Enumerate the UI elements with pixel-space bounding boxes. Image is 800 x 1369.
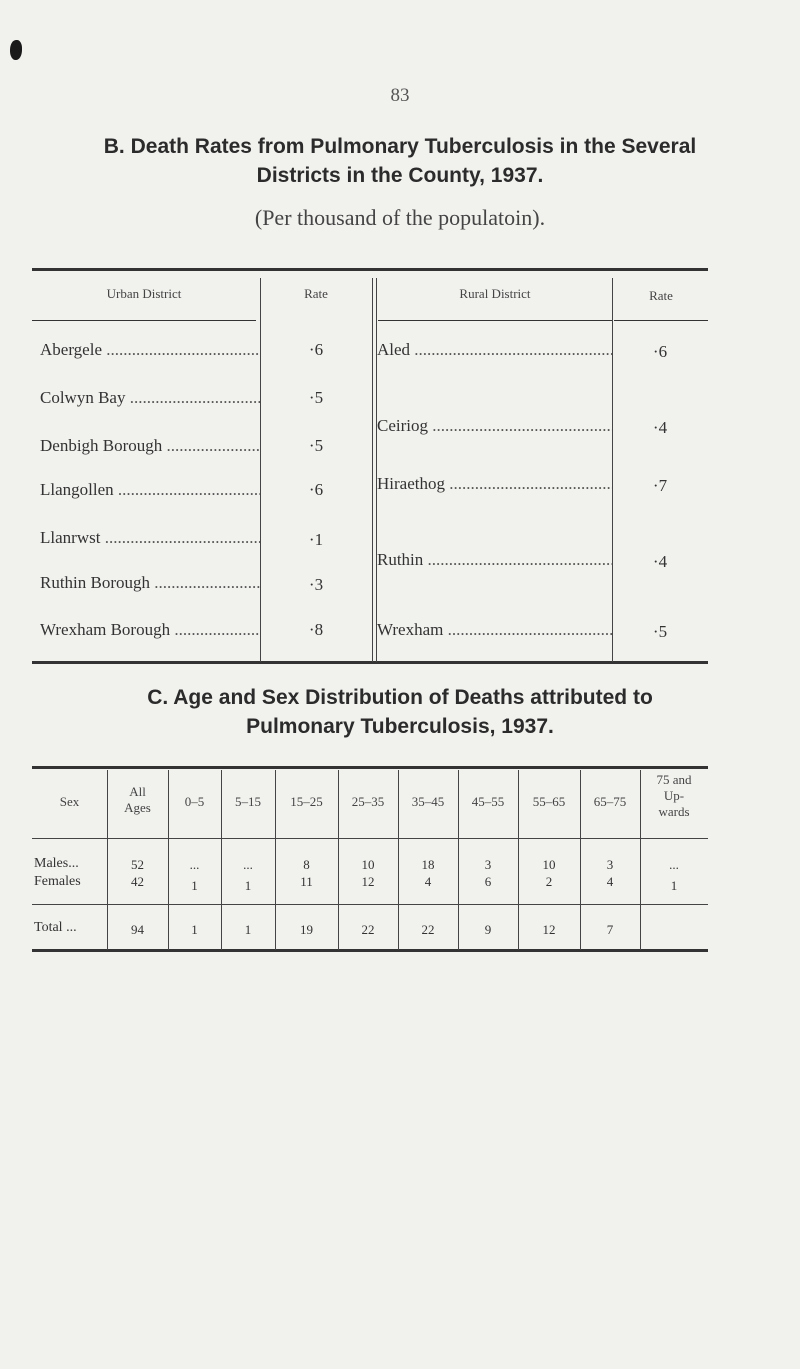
table-bottom-rule <box>32 949 708 952</box>
header-rate-urban: Rate <box>304 286 328 301</box>
rural-district-rate: ·5 <box>652 622 668 641</box>
table-top-rule <box>32 766 708 769</box>
females-35-45: 4 <box>424 874 432 889</box>
rural-district-rate: ·7 <box>652 476 668 495</box>
rural-district-name: Ceiriog ..... <box>377 416 612 436</box>
header-age-35-45: 35–45 <box>411 794 445 809</box>
females-25-35: 12 <box>361 874 375 889</box>
total-35-45: 22 <box>421 922 435 937</box>
header-underline-urban <box>32 320 256 321</box>
header-age-65-75: 65–75 <box>593 794 627 809</box>
section-c-title <box>0 683 800 741</box>
urban-district-rate: ·5 <box>308 388 324 407</box>
urban-district-rate: ·5 <box>308 436 324 455</box>
header-all-ages-line1: All <box>129 784 146 799</box>
urban-district-name: Llanrwst ..... <box>40 528 260 548</box>
females-0-5: 1 <box>191 878 198 893</box>
males-75-upwards: ... <box>669 857 679 872</box>
table-bottom-rule <box>32 661 708 664</box>
header-rural-district: Rural District <box>459 286 531 301</box>
females-5-15: 1 <box>244 878 252 893</box>
header-age-75-line3: wards <box>658 804 690 819</box>
urban-district-rate: ·1 <box>308 530 324 549</box>
males-all-ages: 52 <box>131 857 144 872</box>
males-5-15: ... <box>243 857 253 872</box>
header-rate-rural: Rate <box>649 288 673 303</box>
males-35-45: 18 <box>421 857 435 872</box>
header-age-55-65: 55–65 <box>532 794 566 809</box>
urban-district-name: Llangollen ..... <box>40 480 260 500</box>
females-all-ages: 42 <box>131 874 144 889</box>
total-25-35: 22 <box>361 922 375 937</box>
death-rates-table <box>32 268 708 664</box>
rural-district-name: Aled ..... <box>377 340 612 360</box>
header-age-45-55: 45–55 <box>471 794 505 809</box>
header-age-15-25: 15–25 <box>290 794 323 809</box>
header-underline-rate2 <box>614 320 708 321</box>
header-all-ages <box>107 784 168 816</box>
males-0-5: ... <box>189 857 200 872</box>
section-b-subtitle: (Per thousand of the populatoin). <box>254 205 546 230</box>
males-15-25: 8 <box>303 857 310 872</box>
column-divider <box>260 278 261 662</box>
header-underline <box>32 838 708 839</box>
females-75-upwards: 1 <box>670 878 678 893</box>
section-c-title-line1: C. Age and Sex Distribution of Deaths attributed to <box>147 686 653 709</box>
rural-district-name: Ruthin ..... <box>377 550 612 570</box>
header-age-75-line2: Up- <box>663 788 685 803</box>
urban-district-name: Abergele ..... <box>40 340 260 360</box>
urban-district-name: Wrexham Borough ..... <box>40 620 260 640</box>
row-label-females: Females <box>34 874 81 889</box>
urban-district-name: Ruthin Borough ..... <box>40 573 260 593</box>
total-0-5: 1 <box>191 922 198 937</box>
urban-district-rate: ·6 <box>308 480 324 499</box>
header-age-75-upwards <box>640 772 708 820</box>
rural-district-rate: ·4 <box>652 418 668 437</box>
header-urban-district: Urban District <box>106 286 182 301</box>
header-underline-rural <box>378 320 612 321</box>
section-c-title-line2: Pulmonary Tuberculosis, 1937. <box>246 715 554 738</box>
total-45-55: 9 <box>484 922 492 937</box>
column-divider <box>376 278 377 662</box>
urban-district-rate: ·8 <box>308 620 324 639</box>
males-55-65: 10 <box>542 857 556 872</box>
section-b-title <box>0 132 800 190</box>
total-65-75: 7 <box>606 922 614 937</box>
rural-district-rate: ·4 <box>652 552 668 571</box>
header-age-25-35: 25–35 <box>351 794 385 809</box>
ink-blot <box>10 40 22 60</box>
row-label-males: Males... <box>34 856 79 871</box>
total-55-65: 12 <box>542 922 556 937</box>
males-45-55: 3 <box>484 857 492 872</box>
total-15-25: 19 <box>300 922 313 937</box>
urban-district-name: Denbigh Borough ..... <box>40 436 260 456</box>
males-65-75: 3 <box>606 857 614 872</box>
section-b-title-line2: Districts in the County, 1937. <box>256 164 544 187</box>
header-age-75-line1: 75 and <box>656 772 692 787</box>
column-divider <box>612 278 613 662</box>
total-5-15: 1 <box>244 922 252 937</box>
males-25-35: 10 <box>361 857 375 872</box>
header-all-ages-line2: Ages <box>124 800 151 815</box>
females-65-75: 4 <box>606 874 614 889</box>
header-sex: Sex <box>59 794 80 809</box>
total-separator <box>32 904 708 905</box>
rural-district-name: Wrexham ..... <box>377 620 612 640</box>
header-age-5-15: 5–15 <box>235 794 261 809</box>
rural-district-rate: ·6 <box>652 342 668 361</box>
section-b-title-line1: B. Death Rates from Pulmonary Tuberculosis in the Several <box>103 135 697 158</box>
table-top-rule <box>32 268 708 271</box>
females-45-55: 6 <box>484 874 492 889</box>
females-15-25: 11 <box>300 874 313 889</box>
total-all-ages: 94 <box>131 922 144 937</box>
rural-district-name: Hiraethog ..... <box>377 474 612 494</box>
females-55-65: 2 <box>545 874 553 889</box>
urban-district-name: Colwyn Bay ..... <box>40 388 260 408</box>
urban-district-rate: ·3 <box>308 575 324 594</box>
page-number: 83 <box>390 85 410 106</box>
header-age-0-5: 0–5 <box>184 794 205 809</box>
age-sex-table <box>32 766 708 952</box>
urban-district-rate: ·6 <box>308 340 324 359</box>
column-divider <box>372 278 373 662</box>
row-label-total: Total ... <box>34 920 77 935</box>
